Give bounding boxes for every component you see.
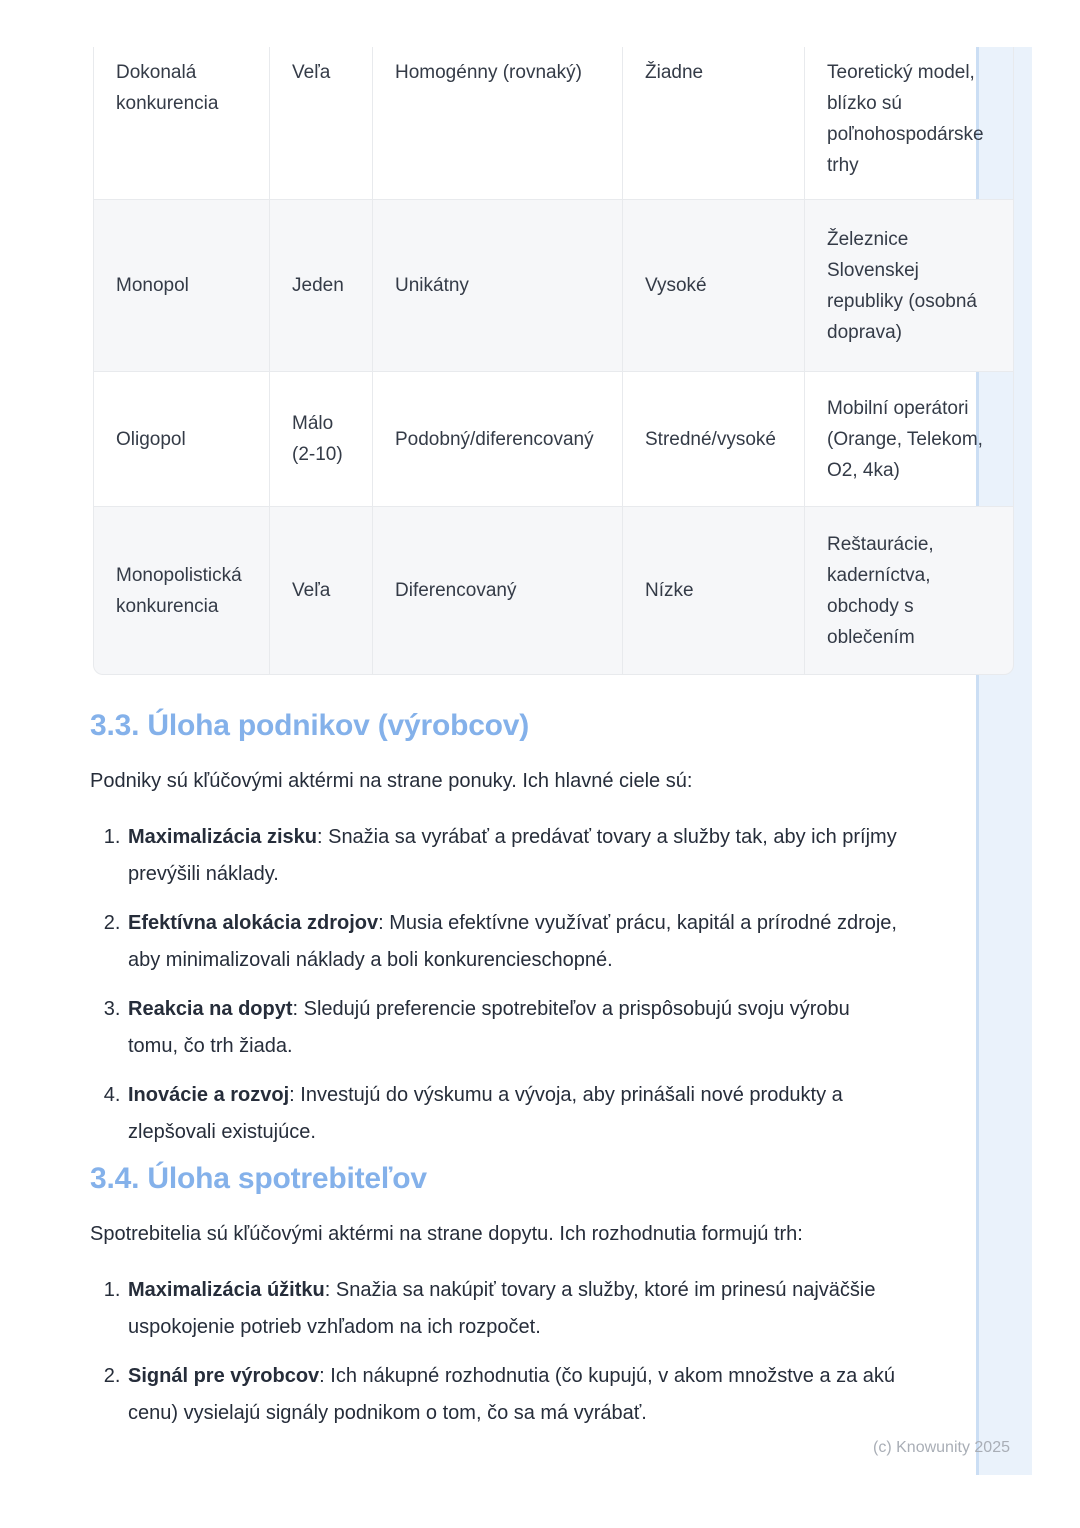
list-item-lead: Maximalizácia zisku bbox=[128, 826, 317, 848]
consumers-goals-list bbox=[90, 1272, 904, 1432]
section-heading-3-3: 3.3. Úloha podnikov (výrobcov) bbox=[90, 709, 530, 742]
list-item bbox=[126, 905, 904, 979]
table-cell: Stredné/vysoké bbox=[623, 372, 805, 507]
table-cell: Nízke bbox=[623, 507, 805, 675]
table-cell: Dokonalá konkurencia bbox=[93, 47, 270, 200]
list-item-text: : Sledujú preferencie spotrebiteľov a prispôsobujú svoju výrobu tomu, čo trh žiada. bbox=[128, 998, 850, 1057]
list-item bbox=[126, 1358, 904, 1432]
list-item bbox=[126, 1077, 904, 1151]
table-row bbox=[93, 200, 1014, 372]
table-cell: Oligopol bbox=[93, 372, 270, 507]
table-cell: Veľa bbox=[270, 507, 373, 675]
table-cell: Podobný/diferencovaný bbox=[373, 372, 623, 507]
table-row bbox=[93, 372, 1014, 507]
list-item-text: : Musia efektívne využívať prácu, kapitál a prírodné zdroje, aby minimalizovali náklady a boli konkurencieschopné. bbox=[128, 912, 897, 971]
table-cell: Veľa bbox=[270, 47, 373, 200]
list-item-lead: Signál pre výrobcov bbox=[128, 1365, 320, 1387]
table-cell: Vysoké bbox=[623, 200, 805, 372]
market-structures-table bbox=[93, 47, 1014, 675]
section-3-4-intro: Spotrebitelia sú kľúčovými aktérmi na strane dopytu. Ich rozhodnutia formujú trh: bbox=[90, 1223, 803, 1245]
table-cell: Unikátny bbox=[373, 200, 623, 372]
table-cell: Jeden bbox=[270, 200, 373, 372]
table-cell: Mobilní operátori (Orange, Telekom, O2, 4ka) bbox=[805, 372, 1014, 507]
list-item-text: : Ich nákupné rozhodnutia (čo kupujú, v akom množstve a za akú cenu) vysielajú signály podnikom o tom, čo sa má vyrábať. bbox=[128, 1365, 896, 1424]
list-item-lead: Inovácie a rozvoj bbox=[128, 1084, 290, 1106]
section-3-3-intro: Podniky sú kľúčovými aktérmi na strane ponuky. Ich hlavné ciele sú: bbox=[90, 770, 693, 792]
table-cell: Málo (2-10) bbox=[270, 372, 373, 507]
table-cell: Železnice Slovenskej republiky (osobná doprava) bbox=[805, 200, 1014, 372]
section-heading-3-4: 3.4. Úloha spotrebiteľov bbox=[90, 1162, 427, 1195]
list-item-text: : Investujú do výskumu a vývoja, aby prinášali nové produkty a zlepšovali existujúce. bbox=[128, 1084, 843, 1143]
list-item-text: : Snažia sa nakúpiť tovary a služby, ktoré im prinesú najväčšie uspokojenie potrieb vzhľadom na ich rozpočet. bbox=[128, 1279, 876, 1338]
table-cell: Žiadne bbox=[623, 47, 805, 200]
table-cell: Reštaurácie, kaderníctva, obchody s oblečením bbox=[805, 507, 1014, 675]
list-item bbox=[126, 1272, 904, 1346]
list-item-lead: Reakcia na dopyt bbox=[128, 998, 293, 1020]
table-cell: Homogénny (rovnaký) bbox=[373, 47, 623, 200]
list-item-lead: Maximalizácia úžitku bbox=[128, 1279, 325, 1301]
list-item bbox=[126, 991, 904, 1065]
producers-goals-list bbox=[90, 819, 904, 1151]
table-cell: Diferencovaný bbox=[373, 507, 623, 675]
copyright-watermark: (c) Knowunity 2025 bbox=[873, 1439, 1010, 1456]
table-cell: Teoretický model, blízko sú poľnohospodárske trhy bbox=[805, 47, 1014, 200]
list-item-text: : Snažia sa vyrábať a predávať tovary a služby tak, aby ich príjmy prevýšili náklady. bbox=[128, 826, 897, 885]
list-item-lead: Efektívna alokácia zdrojov bbox=[128, 912, 379, 934]
table-cell: Monopolistická konkurencia bbox=[93, 507, 270, 675]
document-body bbox=[90, 672, 938, 1432]
list-item bbox=[126, 819, 904, 893]
table-cell: Monopol bbox=[93, 200, 270, 372]
table-row bbox=[93, 47, 1014, 200]
table-row bbox=[93, 507, 1014, 675]
